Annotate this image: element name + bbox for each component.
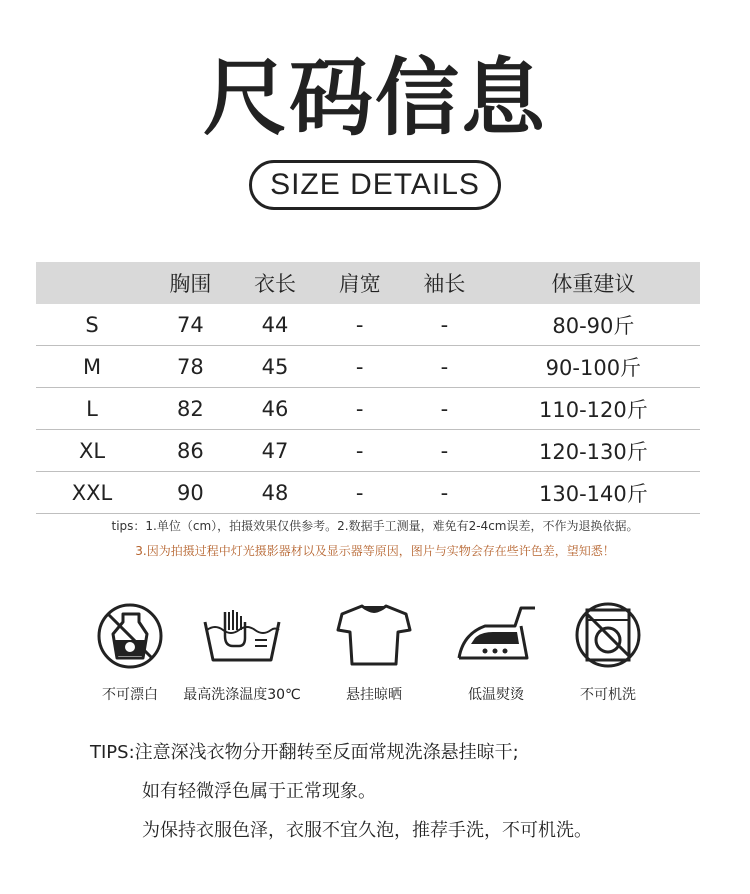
table-cell: - xyxy=(317,388,402,430)
table-cell: 80-90斤 xyxy=(487,304,700,346)
page-title: 尺码信息 xyxy=(202,49,547,147)
table-cell: - xyxy=(317,430,402,472)
no-bleach-icon xyxy=(95,600,165,670)
table-cell: 90-100斤 xyxy=(487,346,700,388)
note-line: 为保持衣服色泽，衣服不宜久泡，推荐手洗，不可机洗。 xyxy=(142,820,592,841)
table-cell: - xyxy=(402,346,487,388)
header-cell: 衣长 xyxy=(233,262,318,304)
table-cell: 78 xyxy=(148,346,233,388)
header-cell: 袖长 xyxy=(402,262,487,304)
care-notes xyxy=(90,733,592,850)
care-label: 低温熨烫 xyxy=(468,687,524,703)
care-item xyxy=(314,600,434,704)
table-cell: S xyxy=(36,304,148,346)
table-cell: 110-120斤 xyxy=(487,388,700,430)
wash-30-icon xyxy=(199,600,285,670)
care-item xyxy=(70,600,190,704)
table-cell: 74 xyxy=(148,304,233,346)
table-cell: - xyxy=(317,304,402,346)
table-cell: - xyxy=(402,304,487,346)
hang-dry-icon xyxy=(334,600,414,670)
low-iron-icon xyxy=(451,600,541,670)
tips-line-2: 3.因为拍摄过程中灯光摄影器材以及显示器等原因，图片与实物会存在些许色差，望知悉！ xyxy=(135,544,615,558)
table-row xyxy=(36,304,700,346)
table-cell: XXL xyxy=(36,472,148,514)
table-row xyxy=(36,346,700,388)
tips-line-1: tips：1.单位（cm），拍摄效果仅供参考。2.数据手工测量，难免有2-4cm误差，不作为退换依据。 xyxy=(111,519,639,533)
care-label: 最高洗涤温度30℃ xyxy=(183,687,301,703)
size-table xyxy=(36,262,700,514)
table-cell: 48 xyxy=(233,472,318,514)
header-cell: 体重建议 xyxy=(487,262,700,304)
subtitle-wrap xyxy=(0,160,750,210)
table-cell: 44 xyxy=(233,304,318,346)
care-label: 不可机洗 xyxy=(580,687,636,703)
table-cell: - xyxy=(317,346,402,388)
care-item xyxy=(548,600,668,704)
care-item xyxy=(436,600,556,704)
table-cell: L xyxy=(36,388,148,430)
care-label: 悬挂晾晒 xyxy=(346,687,402,703)
note-line: 如有轻微浮色属于正常现象。 xyxy=(142,781,376,802)
table-cell: - xyxy=(402,388,487,430)
table-cell: 45 xyxy=(233,346,318,388)
header-cell: 肩宽 xyxy=(317,262,402,304)
table-cell: 82 xyxy=(148,388,233,430)
care-item xyxy=(182,600,302,704)
table-cell: 86 xyxy=(148,430,233,472)
table-cell: 130-140斤 xyxy=(487,472,700,514)
subtitle-badge: SIZE DETAILS xyxy=(249,160,501,210)
header-cell xyxy=(36,262,148,304)
size-table-header xyxy=(36,262,700,304)
table-cell: - xyxy=(402,472,487,514)
table-cell: 90 xyxy=(148,472,233,514)
table-row xyxy=(36,388,700,430)
table-cell: 120-130斤 xyxy=(487,430,700,472)
table-cell: 47 xyxy=(233,430,318,472)
note-line: TIPS:注意深浅衣物分开翻转至反面常规洗涤悬挂晾干; xyxy=(90,742,519,763)
table-cell: XL xyxy=(36,430,148,472)
table-cell: - xyxy=(402,430,487,472)
table-cell: M xyxy=(36,346,148,388)
no-machine-wash-icon xyxy=(573,600,643,670)
table-row xyxy=(36,472,700,514)
table-cell: - xyxy=(317,472,402,514)
table-cell: 46 xyxy=(233,388,318,430)
header-cell: 胸围 xyxy=(148,262,233,304)
care-label: 不可漂白 xyxy=(102,687,158,703)
table-row xyxy=(36,430,700,472)
